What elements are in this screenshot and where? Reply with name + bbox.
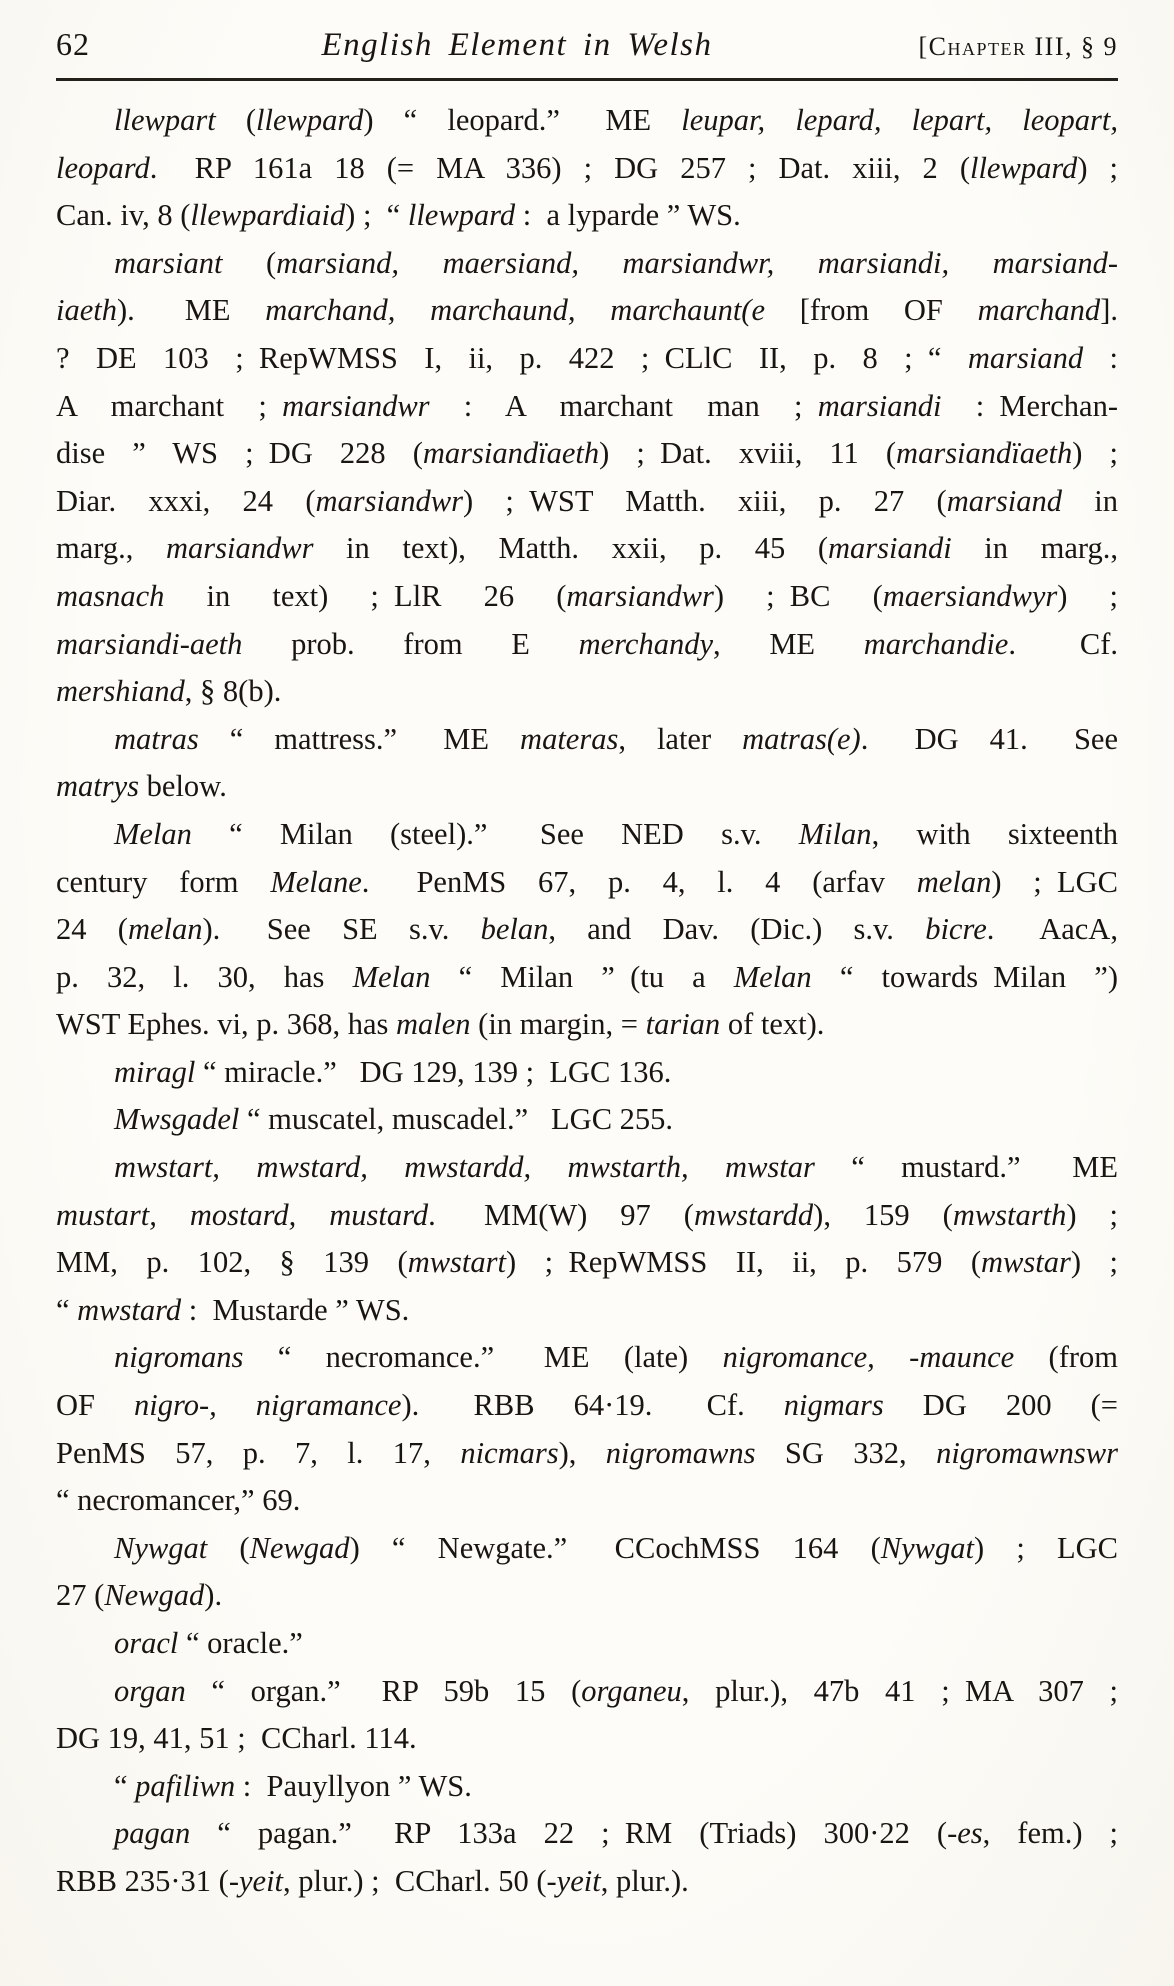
roman-text: ) ; bbox=[1057, 578, 1118, 613]
chapter-reference bbox=[828, 32, 1118, 62]
italic-text: marchand bbox=[977, 293, 1101, 328]
roman-text: , § 8(b). bbox=[184, 674, 282, 709]
roman-text: ]. bbox=[1100, 293, 1118, 328]
text-line bbox=[56, 811, 1118, 859]
italic-text: llewpardiaid bbox=[190, 198, 346, 233]
italic-text: marsiand bbox=[946, 483, 1062, 518]
italic-text: Nywgat bbox=[880, 1530, 974, 1565]
entry-nigromans bbox=[56, 1334, 1118, 1524]
text-line bbox=[56, 1430, 1118, 1478]
italic-text: tarian bbox=[645, 1007, 721, 1042]
italic-text: organ bbox=[114, 1673, 186, 1708]
page-header bbox=[56, 26, 1118, 64]
roman-text: , with sixteenth bbox=[871, 816, 1118, 851]
text-line bbox=[56, 1192, 1118, 1240]
italic-text: mustart, mostard, mustard bbox=[56, 1197, 429, 1232]
italic-text: matras(e) bbox=[742, 721, 861, 756]
italic-text: marsiand, maersiand, marsiandwr, marsiandi, marsiand- bbox=[276, 245, 1118, 280]
roman-text: , later bbox=[618, 721, 743, 756]
italic-text: matras bbox=[114, 721, 199, 756]
italic-text: nigromans bbox=[114, 1340, 244, 1375]
roman-text: SG 332, bbox=[755, 1435, 937, 1470]
roman-text: “ bbox=[114, 1768, 136, 1803]
italic-text: -es bbox=[947, 1816, 983, 1851]
roman-text: ) ; bbox=[1066, 1197, 1118, 1232]
roman-text: ( bbox=[222, 245, 277, 280]
text-line bbox=[56, 240, 1118, 288]
italic-text: marsiandwr bbox=[165, 531, 314, 566]
roman-text: “ mattress.” ME bbox=[198, 721, 521, 756]
italic-text: mwstart bbox=[407, 1245, 506, 1280]
roman-text: . MM(W) 97 ( bbox=[428, 1197, 694, 1232]
italic-text: miragl bbox=[114, 1054, 196, 1089]
roman-text: ) ; bbox=[1070, 1245, 1118, 1280]
roman-text: of text). bbox=[720, 1007, 825, 1042]
text-line bbox=[56, 1620, 1118, 1668]
roman-text: : bbox=[1083, 340, 1118, 375]
roman-text: WST Ephes. vi, p. 368, has bbox=[56, 1007, 396, 1042]
entry-organ bbox=[56, 1668, 1118, 1763]
italic-text: mwstardd bbox=[693, 1197, 814, 1232]
italic-text: oracl bbox=[114, 1626, 179, 1660]
roman-text: “ towards Milan ”) bbox=[811, 959, 1118, 994]
italic-text: mershiand bbox=[56, 674, 185, 709]
text-line bbox=[56, 1049, 1118, 1097]
italic-text: Melane bbox=[270, 864, 362, 899]
roman-text: ) ; Dat. xviii, 11 ( bbox=[599, 436, 897, 471]
italic-text: organeu bbox=[581, 1673, 682, 1708]
text-line bbox=[56, 97, 1118, 145]
entry-Nywgat bbox=[56, 1525, 1118, 1620]
italic-text: mwstard bbox=[77, 1292, 182, 1327]
roman-text: century form bbox=[56, 864, 271, 899]
text-line bbox=[56, 1572, 1118, 1620]
italic-text: maersiandwyr bbox=[882, 578, 1058, 613]
roman-text: ) ; bbox=[1077, 150, 1118, 185]
roman-text: , plur.), 47b 41 ; MA 307 ; bbox=[681, 1673, 1118, 1708]
text-line bbox=[56, 430, 1118, 478]
italic-text: llewpart bbox=[114, 103, 216, 137]
text-line bbox=[56, 525, 1118, 573]
italic-text: marsiandwr bbox=[282, 388, 430, 423]
text-line bbox=[56, 573, 1118, 621]
italic-text: leopard bbox=[56, 150, 150, 185]
roman-text: . AacA, bbox=[986, 912, 1118, 947]
italic-text: marsiandi bbox=[817, 388, 942, 423]
roman-text: , plur.). bbox=[600, 1863, 689, 1898]
roman-text: DG 200 (= bbox=[883, 1388, 1118, 1423]
italic-text: Melan bbox=[114, 816, 192, 851]
roman-text: ) “ leopard.” ME bbox=[363, 103, 682, 137]
roman-text: “ organ.” RP 59b 15 ( bbox=[185, 1673, 582, 1708]
italic-text: Melan bbox=[733, 959, 812, 994]
italic-text: melan bbox=[916, 864, 992, 899]
roman-text: DG 19, 41, 51 ; CCharl. 114. bbox=[56, 1721, 417, 1756]
roman-text: ) ; WST Matth. xiii, p. 27 ( bbox=[462, 483, 947, 518]
italic-text: masnach bbox=[56, 578, 165, 613]
roman-text: in text), Matth. xxii, p. 45 ( bbox=[313, 531, 828, 566]
roman-text: ) ; bbox=[1072, 436, 1118, 471]
italic-text: Milan bbox=[798, 816, 872, 851]
roman-text: , plur.) ; CCharl. 50 ( bbox=[283, 1863, 547, 1898]
text-line bbox=[56, 859, 1118, 907]
roman-text: ). ME bbox=[117, 293, 266, 328]
italic-text: marchandie bbox=[863, 626, 1009, 661]
text-line bbox=[56, 763, 1118, 811]
roman-text: ), 159 ( bbox=[813, 1197, 953, 1232]
roman-text: A marchant ; bbox=[56, 388, 283, 423]
roman-text: “ bbox=[56, 1292, 78, 1327]
roman-text: ? DE 103 ; RepWMSS I, ii, p. 422 ; CLlC II, p. 8 ; “ bbox=[56, 340, 968, 375]
text-line bbox=[56, 954, 1118, 1002]
italic-text: marchand, marchaund, marchaunt(e bbox=[265, 293, 766, 328]
italic-text: pagan bbox=[114, 1816, 191, 1851]
text-line bbox=[56, 1477, 1118, 1525]
italic-text: merchandy bbox=[578, 626, 713, 661]
text-line bbox=[56, 668, 1118, 716]
page-number: 62 bbox=[56, 26, 90, 62]
entry-oracl bbox=[56, 1620, 1118, 1668]
roman-text: “ pagan.” RP 133a 22 ; RM (Triads) 300·22 ( bbox=[190, 1816, 948, 1851]
entry-pagan bbox=[56, 1810, 1118, 1905]
entry-Melan bbox=[56, 811, 1118, 1049]
roman-text: : Pauyllyon ” WS. bbox=[235, 1768, 472, 1803]
italic-text: leupar, lepard, lepart, leopart, bbox=[681, 103, 1118, 137]
text-line bbox=[56, 1668, 1118, 1716]
roman-text: . RP 161a 18 (= MA 336) ; DG 257 ; Dat. xiii, 2 ( bbox=[149, 150, 970, 185]
roman-text: “ mustard.” ME bbox=[814, 1150, 1118, 1185]
roman-text: (from bbox=[1014, 1340, 1118, 1375]
entry-marsiant bbox=[56, 240, 1118, 716]
running-title: English Element in Welsh bbox=[321, 27, 713, 63]
italic-text: mwstarth bbox=[952, 1197, 1067, 1232]
italic-text: llewpard bbox=[969, 150, 1078, 185]
italic-text: -yeit bbox=[546, 1863, 601, 1898]
italic-text: marsiandïaeth bbox=[422, 436, 600, 471]
italic-text: marsiandwr bbox=[566, 578, 714, 613]
roman-text: OF bbox=[56, 1388, 135, 1423]
header-rule bbox=[56, 78, 1118, 81]
text-line bbox=[56, 1858, 1118, 1906]
roman-text: ) ; LGC bbox=[991, 864, 1118, 899]
roman-text: , and Dav. (Dic.) s.v. bbox=[548, 912, 926, 947]
roman-text: . PenMS 67, p. 4, l. 4 (arfav bbox=[361, 864, 917, 899]
text-line bbox=[56, 1715, 1118, 1763]
italic-text: nicmars bbox=[460, 1435, 559, 1470]
italic-text: pafiliwn bbox=[135, 1768, 236, 1803]
roman-text: in marg., bbox=[951, 531, 1118, 566]
roman-text: : a lyparde ” WS. bbox=[515, 198, 741, 233]
italic-text: nigro-, nigramance bbox=[134, 1388, 402, 1423]
roman-text: “ miracle.” DG 129, 139 ; LGC 136. bbox=[195, 1054, 672, 1089]
entry-pafiliwn bbox=[56, 1763, 1118, 1811]
italic-text: Newgad bbox=[249, 1530, 350, 1565]
roman-text: PenMS 57, p. 7, l. 17, bbox=[56, 1435, 461, 1470]
italic-text: materas bbox=[520, 721, 619, 756]
roman-text: ) ; LGC bbox=[973, 1530, 1118, 1565]
text-line bbox=[56, 621, 1118, 669]
text-line bbox=[56, 1287, 1118, 1335]
italic-text: nigmars bbox=[783, 1388, 884, 1423]
roman-text: : A marchant man ; bbox=[429, 388, 818, 423]
text-line bbox=[56, 1525, 1118, 1573]
italic-text: -yeit bbox=[228, 1863, 284, 1898]
roman-text: . Cf. bbox=[1008, 626, 1118, 661]
text-line bbox=[56, 335, 1118, 383]
roman-text: “ oracle.” bbox=[178, 1626, 303, 1660]
text-line bbox=[56, 1239, 1118, 1287]
italic-text: Melan bbox=[352, 959, 431, 994]
italic-text: llewpard bbox=[407, 198, 516, 233]
roman-text: MM, p. 102, § 139 ( bbox=[56, 1245, 408, 1280]
text-line bbox=[56, 1334, 1118, 1382]
italic-text: Newgad bbox=[104, 1578, 205, 1613]
roman-text: 24 ( bbox=[56, 912, 128, 947]
entry-llewpart bbox=[56, 97, 1118, 240]
roman-text: (in margin, = bbox=[470, 1007, 646, 1042]
italic-text: belan bbox=[480, 912, 549, 947]
roman-text: ( bbox=[215, 103, 256, 137]
chapter-reference-label: [Chapter III, § 9 bbox=[918, 32, 1118, 61]
roman-text: 27 ( bbox=[56, 1578, 105, 1613]
roman-text: ). RBB 64·19. Cf. bbox=[401, 1388, 784, 1423]
text-line bbox=[56, 192, 1118, 240]
roman-text: marg., bbox=[56, 531, 166, 566]
italic-text: nigromance, -maunce bbox=[722, 1340, 1015, 1375]
roman-text: RBB 235·31 ( bbox=[56, 1863, 229, 1898]
roman-text: Diar. xxxi, 24 ( bbox=[56, 483, 316, 518]
italic-text: marsiandi-aeth bbox=[56, 626, 243, 661]
entry-mwstart bbox=[56, 1144, 1118, 1334]
roman-text: ) ; “ bbox=[345, 198, 408, 233]
roman-text: “ necromancer,” 69. bbox=[56, 1483, 301, 1518]
text-line bbox=[56, 1763, 1118, 1811]
text-line bbox=[56, 1382, 1118, 1430]
text-line bbox=[56, 1001, 1118, 1049]
italic-text: bicre bbox=[925, 912, 987, 947]
text-line bbox=[56, 1096, 1118, 1144]
text-line bbox=[56, 478, 1118, 526]
roman-text: : Merchan- bbox=[941, 388, 1118, 423]
italic-text: marsiant bbox=[114, 245, 223, 280]
roman-text: in text) ; LlR 26 ( bbox=[164, 578, 567, 613]
roman-text: dise ” WS ; DG 228 ( bbox=[56, 436, 423, 471]
roman-text: prob. from E bbox=[242, 626, 579, 661]
italic-text: matrys bbox=[56, 769, 140, 804]
italic-text: malen bbox=[396, 1007, 471, 1042]
entry-miragl bbox=[56, 1049, 1118, 1097]
roman-text: ) ; BC ( bbox=[713, 578, 883, 613]
italic-text: nigromawns bbox=[605, 1435, 756, 1470]
italic-text: marsiandi bbox=[827, 531, 952, 566]
text-line bbox=[56, 1144, 1118, 1192]
roman-text: ( bbox=[207, 1530, 250, 1565]
roman-text: ) ; RepWMSS II, ii, p. 579 ( bbox=[506, 1245, 982, 1280]
italic-text: mwstar bbox=[981, 1245, 1071, 1280]
roman-text: ) “ Newgate.” CCochMSS 164 ( bbox=[349, 1530, 881, 1565]
italic-text: nigromawnswr bbox=[936, 1435, 1118, 1470]
italic-text: llewpard bbox=[256, 103, 364, 137]
roman-text: : Mustarde ” WS. bbox=[181, 1292, 410, 1327]
text-line bbox=[56, 145, 1118, 193]
roman-text: , ME bbox=[713, 626, 864, 661]
roman-text: ). See SE s.v. bbox=[202, 912, 481, 947]
roman-text: . DG 41. See bbox=[860, 721, 1118, 756]
italic-text: Mwsgadel bbox=[114, 1102, 240, 1137]
roman-text: [from OF bbox=[765, 293, 978, 328]
roman-text: in bbox=[1061, 483, 1118, 518]
roman-text: “ necromance.” ME (late) bbox=[243, 1340, 723, 1375]
italic-text: marsiand bbox=[967, 340, 1084, 375]
roman-text: ), bbox=[558, 1435, 606, 1470]
roman-text: “ Milan ” (tu a bbox=[430, 959, 734, 994]
entry-Mwsgadel bbox=[56, 1096, 1118, 1144]
roman-text: , fem.) ; bbox=[982, 1816, 1118, 1851]
italic-text: melan bbox=[127, 912, 203, 947]
italic-text: marsiandwr bbox=[315, 483, 463, 518]
roman-text: “ muscatel, muscadel.” LGC 255. bbox=[239, 1102, 674, 1137]
text-line bbox=[56, 716, 1118, 764]
roman-text: Can. iv, 8 ( bbox=[56, 198, 191, 233]
italic-text: iaeth bbox=[56, 293, 117, 328]
roman-text: p. 32, l. 30, has bbox=[56, 959, 353, 994]
italic-text: mwstart, mwstard, mwstardd, mwstarth, mwstar bbox=[114, 1150, 815, 1185]
page-body bbox=[56, 97, 1118, 1906]
entry-matras bbox=[56, 716, 1118, 811]
text-line bbox=[56, 383, 1118, 431]
italic-text: marsiandïaeth bbox=[896, 436, 1073, 471]
roman-text: ). bbox=[204, 1578, 223, 1613]
roman-text: below. bbox=[139, 769, 227, 804]
text-line bbox=[56, 287, 1118, 335]
italic-text: Nywgat bbox=[114, 1530, 208, 1565]
text-line bbox=[56, 1810, 1118, 1858]
roman-text: “ Milan (steel).” See NED s.v. bbox=[191, 816, 799, 851]
text-line bbox=[56, 906, 1118, 954]
